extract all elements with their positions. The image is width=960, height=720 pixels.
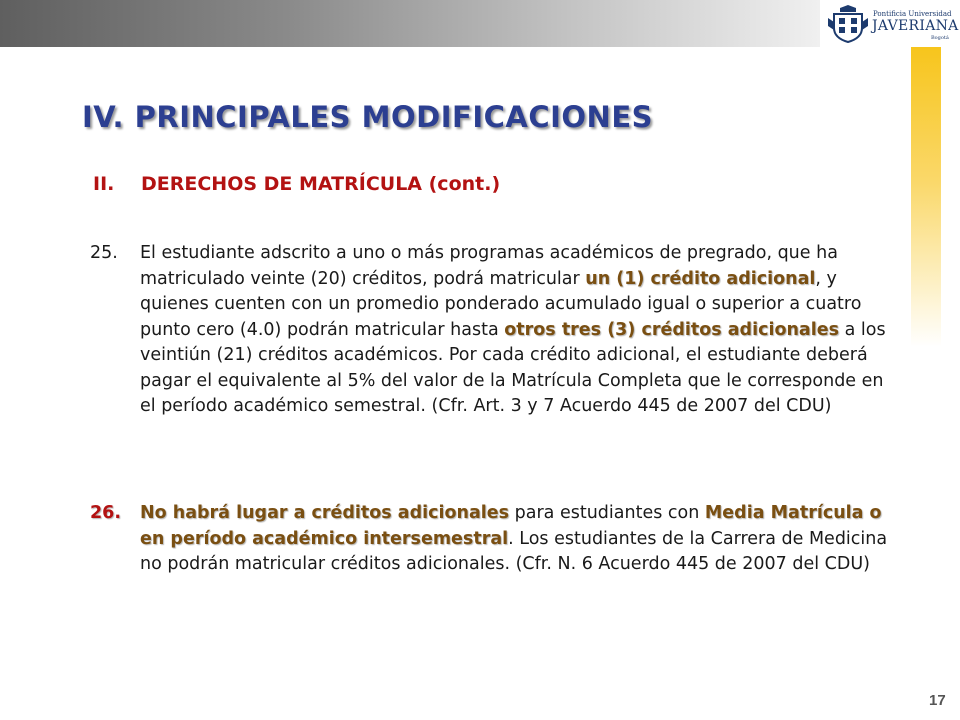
section-label: DERECHOS DE MATRÍCULA (cont.) (141, 173, 501, 195)
page-number: 17 (929, 692, 946, 709)
highlighted-text: Media Matrícula o en período académico intersemestral (140, 503, 882, 549)
text-segment: El estudiante adscrito a uno o más programas académicos de pregrado, que ha matriculado veinte (20) créditos, podrá matricular (140, 243, 838, 289)
section-title (93, 173, 500, 195)
highlighted-text: un (1) crédito adicional (585, 268, 816, 289)
item-text (140, 501, 890, 578)
section-number: II. (93, 173, 115, 195)
header-band (0, 0, 820, 47)
university-logo (826, 4, 959, 44)
logo-line2: JAVERIANA (872, 18, 959, 34)
text-segment: . Los estudiantes de la Carrera de Medicina no podrán matricular créditos adicionales. (Cfr. N. 6 Acuerdo 445 de 2007 del CDU) (140, 528, 888, 574)
text-segment: , y quienes cuenten con un promedio ponderado acumulado igual o superior a cuatro punto cero (4.0) podrán matricular hasta (140, 268, 862, 340)
item-number: 26. (90, 503, 122, 523)
list-item (90, 501, 890, 578)
logo-line3: Bogotá (931, 35, 949, 41)
accent-bar (911, 47, 941, 347)
page-title: IV. PRINCIPALES MODIFICACIONES (82, 100, 654, 134)
item-text (140, 241, 890, 420)
logo-line1: Pontificia Universidad (873, 10, 952, 18)
highlighted-text: No habrá lugar a créditos adicionales (140, 503, 510, 523)
crest-icon (826, 4, 870, 44)
text-segment: a los veintiún (21) créditos académicos. Por cada crédito adicional, el estudiante deberá pagar el equivalente al 5% del valor de la Matrícula Completa que le corresponde en el período académico semestral. (Cfr. Art. 3 y 7 Acuerdo 445 de 2007 del CDU) (140, 319, 886, 416)
item-number: 25. (90, 243, 118, 263)
highlighted-text: otros tres (3) créditos adicionales (504, 319, 840, 340)
list-item (90, 241, 890, 420)
text-segment: para estudiantes con (509, 503, 705, 523)
